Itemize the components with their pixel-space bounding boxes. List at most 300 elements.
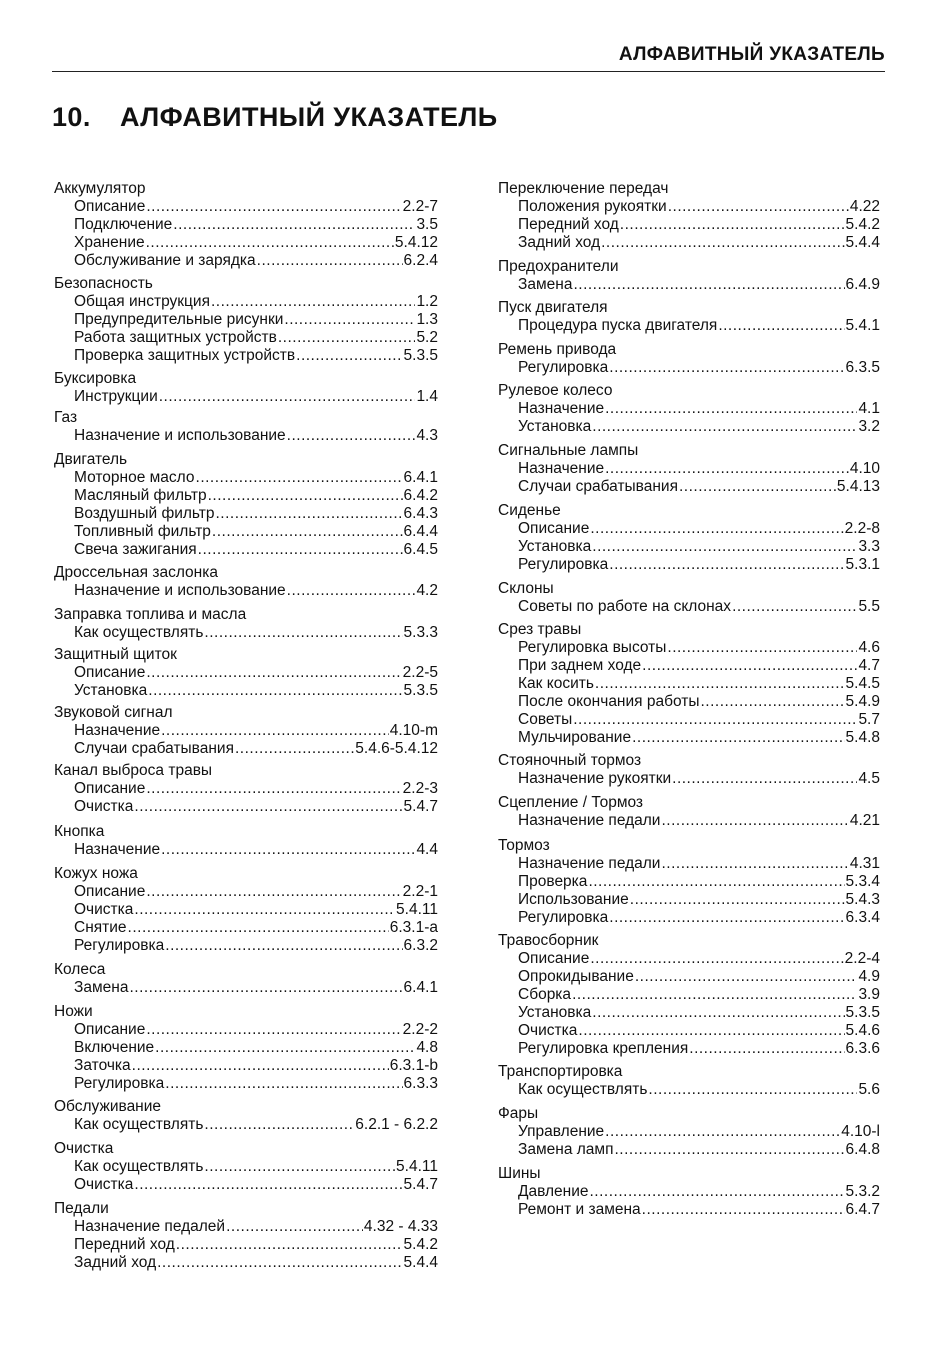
leader-dots [161,722,389,740]
index-group [498,752,880,788]
index-entry-page-ref: 6.3.1-a [389,919,438,936]
index-entry-page-ref: 6.3.3 [403,1075,438,1092]
index-entry-page-ref: 6.4.8 [845,1141,880,1158]
index-entry-page-ref: 6.2.1 - 6.2.2 [355,1116,438,1133]
index-entry-label: Проверка защитных устройств [74,347,296,364]
leader-dots [296,347,402,365]
index-entry-label: Случаи срабатывания [74,740,234,757]
leader-dots [609,909,844,927]
index-entry [54,722,438,740]
index-entry-label: Описание [518,520,590,537]
index-entry-page-ref: 4.9 [858,968,880,985]
index-entry-page-ref: 4.6 [858,639,880,656]
index-entry-page-ref: 4.10-l [841,1123,880,1140]
index-entry-page-ref: 4.10-m [389,722,438,739]
leader-dots [620,216,845,234]
index-entry-page-ref: 1.4 [416,388,438,405]
index-entry [498,855,880,873]
index-group [498,382,880,436]
index-entry-page-ref: 4.10 [849,460,880,477]
index-entry [498,693,880,711]
index-entry [498,538,880,556]
index-entry-page-ref: 2.2-3 [402,780,438,797]
index-entry-label: Положения рукоятки [518,198,667,215]
index-entry [498,198,880,216]
leader-dots [614,1141,844,1159]
index-group [498,341,880,377]
leader-dots [134,901,395,919]
index-group-title: Звуковой сигнал [54,704,173,721]
index-entry-label: Процедура пуска двигателя [518,317,718,334]
index-entry-page-ref: 5.4.11 [396,901,438,918]
index-entry [54,487,438,505]
index-group [54,409,438,445]
index-entry [498,729,880,747]
leader-dots [592,538,857,556]
index-entry-page-ref: 5.3.5 [403,347,438,364]
index-entry-page-ref: 5.3.5 [403,682,438,699]
leader-dots [642,657,857,675]
index-entry [498,359,880,377]
index-group-title: Аккумулятор [54,180,146,197]
index-entry-page-ref: 6.3.5 [845,359,880,376]
index-entry-page-ref: 5.4.2 [845,216,880,233]
index-entry-label: Управление [518,1123,605,1140]
index-entry [498,1201,880,1219]
leader-dots [278,329,416,347]
leader-dots [590,950,843,968]
leader-dots [146,198,401,216]
leader-dots [204,1116,354,1134]
index-entry [54,1057,438,1075]
index-entry-page-ref: 5.4.9 [845,693,880,710]
index-entry-label: Случаи срабатывания [518,478,678,495]
leader-dots [661,812,848,830]
index-entry [498,1141,880,1159]
index-entry-page-ref: 6.3.2 [403,937,438,954]
index-entry [54,664,438,682]
index-entry-label: Масляный фильтр [74,487,207,504]
index-entry [54,798,438,816]
index-entry-label: Назначение рукоятки [518,770,672,787]
leader-dots [601,234,844,252]
leader-dots [146,234,394,252]
leader-dots [165,937,402,955]
index-group-title: Ножи [54,1003,93,1020]
index-entry [54,216,438,234]
index-entry-page-ref: 4.1 [858,400,880,417]
index-entry-page-ref: 3.5 [416,216,438,233]
index-group [498,299,880,335]
leader-dots [176,1236,403,1254]
index-entry-label: При заднем ходе [518,657,642,674]
index-entry-page-ref: 5.7 [858,711,880,728]
index-entry-label: Установка [518,418,592,435]
index-entry-page-ref: 4.21 [849,812,880,829]
index-group-title: Дроссельная заслонка [54,564,218,581]
leader-dots [572,986,857,1004]
chapter-title-text: АЛФАВИТНЫЙ УКАЗАТЕЛЬ [120,102,498,132]
index-entry-page-ref: 5.5 [858,598,880,615]
index-entry-page-ref: 4.2 [416,582,438,599]
index-entry-page-ref: 5.4.2 [403,1236,438,1253]
leader-dots [148,682,402,700]
index-entry-label: Подключение [74,216,173,233]
index-group-title: Стояночный тормоз [498,752,642,769]
index-entry-label: Топливный фильтр [74,523,211,540]
index-entry-page-ref: 6.4.2 [403,487,438,504]
leader-dots [732,598,857,616]
index-entry [498,891,880,909]
index-entry-label: Проверка [518,873,588,890]
index-entry-label: Регулировка крепления [518,1040,689,1057]
index-entry-label: Заточка [74,1057,131,1074]
index-entry-page-ref: 5.4.13 [836,478,880,495]
index-entry [54,682,438,700]
leader-dots [204,1158,395,1176]
index-entry [498,711,880,729]
index-entry-page-ref: 2.2-2 [402,1021,438,1038]
index-entry [498,276,880,294]
index-entry-label: Назначение [518,400,605,417]
index-group-title: Транспортировка [498,1063,623,1080]
index-entry-page-ref: 5.4.7 [403,1176,438,1193]
index-entry-label: Инструкции [74,388,158,405]
index-entry-page-ref: 4.31 [849,855,880,872]
index-entry-label: Как косить [518,675,594,692]
leader-dots [129,979,402,997]
index-entry [498,1022,880,1040]
index-entry-label: Регулировка высоты [518,639,667,656]
index-entry [54,311,438,329]
index-entry-page-ref: 5.3.2 [845,1183,880,1200]
index-entry-label: Назначение педалей [74,1218,226,1235]
leader-dots [679,478,836,496]
index-entry-label: Как осуществлять [74,1116,204,1133]
index-entry-page-ref: 6.4.3 [403,505,438,522]
index-entry [54,582,438,600]
index-entry [54,427,438,445]
leader-dots [204,624,402,642]
index-group-title: Рулевое колесо [498,382,613,399]
index-entry [498,968,880,986]
leader-dots [592,418,857,436]
leader-dots [672,770,857,788]
index-entry-label: Обслуживание и зарядка [74,252,256,269]
index-entry [498,556,880,574]
index-group [54,823,438,859]
index-entry-label: Установка [518,538,592,555]
index-entry-label: Описание [74,1021,146,1038]
index-entry-page-ref: 6.4.5 [403,541,438,558]
index-entry-page-ref: 5.4.11 [396,1158,438,1175]
index-group [498,258,880,294]
index-entry-page-ref: 5.3.4 [845,873,880,890]
leader-dots [578,1022,844,1040]
chapter-title [52,102,498,133]
leader-dots [635,968,858,986]
index-group-title: Кнопка [54,823,105,840]
index-entry-label: Советы по работе на склонах [518,598,732,615]
index-entry-label: Назначение и использование [74,582,286,599]
index-entry-label: Работа защитных устройств [74,329,277,346]
index-entry-label: Как осуществлять [518,1081,648,1098]
index-entry [54,1116,438,1134]
leader-dots [573,711,857,729]
index-column-left [54,180,438,1272]
leader-dots [226,1218,363,1236]
index-entry-page-ref: 4.5 [858,770,880,787]
index-group [54,1200,438,1272]
leader-dots [212,523,403,541]
index-entry-label: Описание [74,780,146,797]
leader-dots [609,556,844,574]
index-group-title: Сигнальные лампы [498,442,639,459]
index-entry [54,1039,438,1057]
index-group-title: Пуск двигателя [498,299,608,316]
leader-dots [718,317,844,335]
leader-dots [667,639,857,657]
index-group [54,564,438,600]
index-group-title: Сцепление / Тормоз [498,794,644,811]
leader-dots [235,740,354,758]
index-entry [498,1183,880,1201]
index-entry [54,937,438,955]
index-entry-page-ref: 5.4.4 [845,234,880,251]
leader-dots [196,469,403,487]
leader-dots [642,1201,845,1219]
index-entry [498,216,880,234]
index-group [54,865,438,955]
index-group [498,932,880,1058]
index-group-title: Фары [498,1105,539,1122]
leader-dots [198,541,403,559]
index-entry-page-ref: 6.3.1-b [389,1057,438,1074]
index-entry-page-ref: 6.4.1 [403,469,438,486]
index-entry [54,505,438,523]
leader-dots [287,427,416,445]
index-group [498,502,880,574]
index-entry-page-ref: 5.6 [858,1081,880,1098]
index-group-title: Двигатель [54,451,128,468]
index-group-title: Предохранители [498,258,619,275]
index-entry-page-ref: 6.4.9 [845,276,880,293]
index-entry [498,657,880,675]
index-entry-page-ref: 2.2-8 [844,520,880,537]
index-entry-label: Назначение [74,722,161,739]
index-entry [498,520,880,538]
leader-dots [287,582,416,600]
leader-dots [132,1057,389,1075]
leader-dots [128,919,389,937]
index-entry-label: Очистка [74,901,134,918]
leader-dots [165,1075,402,1093]
index-entry [498,675,880,693]
leader-dots [146,1021,401,1039]
index-entry-label: Очистка [74,798,134,815]
index-entry-label: Задний ход [518,234,601,251]
index-group [498,580,880,616]
index-entry [54,1158,438,1176]
leader-dots [605,460,849,478]
index-group [498,794,880,830]
leader-dots [157,1254,402,1272]
index-entry-label: Моторное масло [74,469,195,486]
index-entry-page-ref: 4.3 [416,427,438,444]
index-entry-page-ref: 5.2 [416,329,438,346]
leader-dots [155,1039,415,1057]
index-entry-page-ref: 6.4.4 [403,523,438,540]
index-entry-page-ref: 2.2-1 [402,883,438,900]
index-entry [54,841,438,859]
index-entry-page-ref: 5.4.12 [394,234,438,251]
running-head: АЛФАВИТНЫЙ УКАЗАТЕЛЬ [618,44,885,65]
index-group [54,704,438,758]
index-entry-page-ref: 4.7 [858,657,880,674]
index-entry-page-ref: 5.4.6 [845,1022,880,1039]
index-entry-label: После окончания работы [518,693,700,710]
index-entry-label: Ремонт и замена [518,1201,641,1218]
index-group [498,621,880,747]
index-entry-label: Советы [518,711,573,728]
index-entry [498,234,880,252]
index-entry-label: Передний ход [518,216,619,233]
index-entry-page-ref: 6.2.4 [403,252,438,269]
index-entry [498,639,880,657]
index-entry-page-ref: 4.4 [416,841,438,858]
index-group-title: Газ [54,409,78,426]
index-entry [54,919,438,937]
index-entry [54,523,438,541]
index-entry-page-ref: 5.4.5 [845,675,880,692]
index-entry-page-ref: 2.2-7 [402,198,438,215]
index-group-title: Срез травы [498,621,582,638]
index-group-title: Переключение передач [498,180,669,197]
index-entry-page-ref: 5.3.1 [845,556,880,573]
index-group [54,1098,438,1134]
index-entry [54,1021,438,1039]
index-entry-page-ref: 4.8 [416,1039,438,1056]
leader-dots [592,1004,844,1022]
index-entry [54,901,438,919]
index-entry [498,770,880,788]
index-entry-label: Передний ход [74,1236,175,1253]
index-group [498,442,880,496]
leader-dots [689,1040,844,1058]
index-group-title: Тормоз [498,837,550,854]
leader-dots [215,505,402,523]
index-entry [54,979,438,997]
index-entry-page-ref: 2.2-5 [402,664,438,681]
index-group [498,1165,880,1219]
index-entry [54,347,438,365]
index-entry-page-ref: 1.2 [416,293,438,310]
index-group-title: Очистка [54,1140,114,1157]
index-group [54,1140,438,1194]
index-entry [54,780,438,798]
index-group [54,370,438,406]
index-entry-label: Установка [74,682,148,699]
index-entry-label: Назначение педали [518,855,661,872]
index-entry [498,1004,880,1022]
index-entry-page-ref: 3.3 [858,538,880,555]
leader-dots [595,675,845,693]
index-entry [54,293,438,311]
index-entry [54,234,438,252]
index-entry-label: Назначение [74,841,161,858]
index-entry-page-ref: 3.2 [858,418,880,435]
index-entry [498,317,880,335]
index-entry [498,986,880,1004]
index-entry [54,883,438,901]
index-group [54,1003,438,1093]
leader-dots [588,873,844,891]
index-entry-page-ref: 5.3.3 [403,624,438,641]
index-entry [498,873,880,891]
index-group [54,646,438,700]
index-group [54,762,438,816]
index-entry [54,469,438,487]
index-entry-label: Задний ход [74,1254,157,1271]
leader-dots [573,276,844,294]
index-group [54,451,438,559]
index-entry-label: Давление [518,1183,589,1200]
index-group-title: Колеса [54,961,106,978]
index-entry-page-ref: 5.4.4 [403,1254,438,1271]
index-entry [498,460,880,478]
index-group [498,180,880,252]
chapter-number: 10. [52,102,91,132]
index-entry-label: Использование [518,891,629,908]
leader-dots [134,798,402,816]
leader-dots [668,198,849,216]
index-entry [54,624,438,642]
index-entry [498,1123,880,1141]
index-entry [498,1040,880,1058]
index-entry [498,1081,880,1099]
index-entry-label: Включение [74,1039,155,1056]
index-group-title: Ремень привода [498,341,617,358]
index-group [54,606,438,642]
index-group-title: Канал выброса травы [54,762,213,779]
index-group-title: Сиденье [498,502,561,519]
leader-dots [173,216,415,234]
leader-dots [630,891,845,909]
index-group [54,180,438,270]
index-group-title: Шины [498,1165,541,1182]
leader-dots [211,293,415,311]
index-group [498,1105,880,1159]
index-entry-page-ref: 5.4.8 [845,729,880,746]
leader-dots [590,520,843,538]
index-group [54,961,438,997]
leader-dots [605,400,857,418]
index-entry-label: Регулировка [518,909,609,926]
index-entry-page-ref: 3.9 [858,986,880,1003]
index-entry-page-ref: 6.3.4 [845,909,880,926]
index-entry-label: Регулировка [74,1075,165,1092]
index-group-title: Безопасность [54,275,153,292]
index-entry [54,1075,438,1093]
index-entry [54,1218,438,1236]
index-entry-label: Описание [74,664,146,681]
index-entry-label: Замена [518,276,573,293]
index-group-title: Буксировка [54,370,137,387]
index-entry-page-ref: 5.4.7 [403,798,438,815]
index-entry [498,812,880,830]
leader-dots [284,311,415,329]
index-entry [54,1176,438,1194]
